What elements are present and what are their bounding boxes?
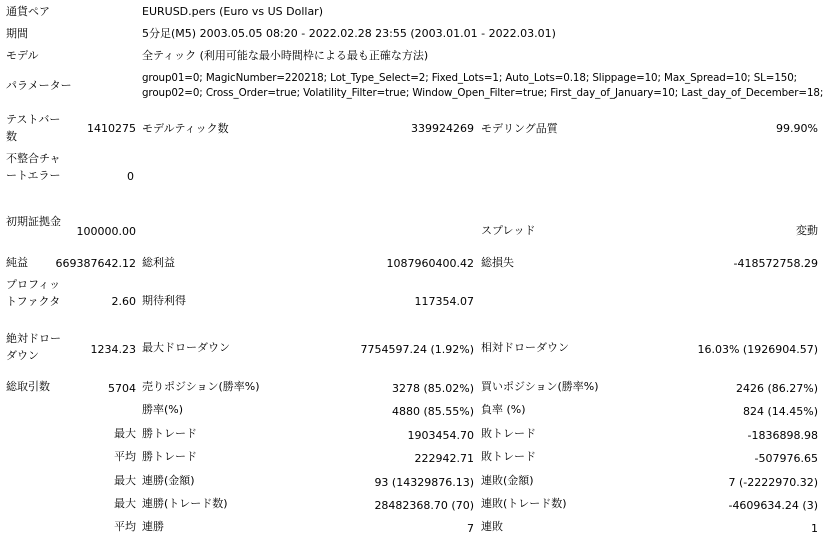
max-consec-wins-count-value: 28482368.70 (70)	[374, 499, 474, 512]
short-positions-value: 3278 (85.02%)	[391, 382, 474, 395]
period-label: 期間	[6, 27, 28, 40]
net-profit-label: 純益	[6, 256, 28, 269]
gross-loss-value: -418572758.29	[733, 257, 818, 270]
symbol-label: 通貨ペア	[6, 5, 50, 18]
max-consec-wins-count-label: 連勝(トレード数)	[142, 497, 228, 510]
profit-trades-value: 4880 (85.55%)	[391, 405, 474, 418]
model-value: 全ティック (利用可能な最小時間枠による最も正確な方法)	[142, 49, 429, 62]
max-consec-wins-money-label: 連勝(金額)	[142, 474, 195, 487]
net-profit-value: 669387642.12	[55, 257, 136, 270]
parameters-line-1: group01=0; MagicNumber=220218; Lot_Type_Select=2; Fixed_Lots=1; Auto_Lots=0.18; Slippage=10; Max_Spread=10; SL=150;	[142, 72, 798, 84]
max-consec-money-prefix: 最大	[114, 474, 136, 487]
avg-consec-wins-label: 連勝	[142, 520, 164, 533]
loss-trades-label: 負率 (%)	[481, 403, 526, 416]
expected-payoff-label: 期待利得	[142, 294, 186, 307]
max-consec-losses-money-value: 7 (-2222970.32)	[728, 476, 818, 489]
expected-payoff-value: 117354.07	[414, 295, 474, 308]
mismatch-value: 0	[127, 170, 134, 183]
total-trades-label: 総取引数	[6, 380, 50, 393]
long-positions-value: 2426 (86.27%)	[735, 382, 818, 395]
period-value: 5分足(M5) 2003.05.05 08:20 - 2022.02.28 23:55 (2003.01.01 - 2022.03.01)	[142, 27, 556, 40]
quality-value: 99.90%	[776, 122, 818, 135]
gross-profit-value: 1087960400.42	[386, 257, 474, 270]
average-prefix: 平均	[114, 450, 136, 463]
short-positions-label: 売りポジション(勝率%)	[142, 380, 260, 393]
profit-factor-value: 2.60	[111, 295, 136, 308]
profit-trades-label: 勝率(%)	[142, 403, 184, 416]
largest-loss-label: 敗トレード	[481, 427, 536, 440]
spread-label: スプレッド	[481, 224, 536, 237]
bars-label: テストバー数	[6, 113, 61, 143]
max-consec-count-prefix: 最大	[114, 497, 136, 510]
max-consec-losses-count-value: -4609634.24 (3)	[728, 499, 818, 512]
max-consec-losses-money-label: 連敗(金額)	[481, 474, 534, 487]
gross-profit-label: 総利益	[142, 256, 175, 269]
average-profit-value: 222942.71	[414, 452, 474, 465]
symbol-value: EURUSD.pers (Euro vs US Dollar)	[142, 5, 324, 18]
mismatch-label: 不整合チャートエラー	[6, 152, 61, 182]
max-consec-losses-count-label: 連敗(トレード数)	[481, 497, 567, 510]
avg-consec-wins-value: 7	[467, 522, 474, 535]
max-consec-wins-money-value: 93 (14329876.13)	[374, 476, 474, 489]
avg-consec-losses-value: 1	[811, 522, 818, 535]
parameters-line-2: group02=0; Cross_Order=true; Volatility_Filter=true; Window_Open_Filter=true; First_day_of_January=10; Last_day_of_December=18;	[142, 87, 824, 99]
largest-loss-value: -1836898.98	[747, 429, 818, 442]
max-drawdown-label: 最大ドローダウン	[142, 341, 230, 354]
abs-drawdown-value: 1234.23	[90, 343, 136, 356]
max-drawdown-value: 7754597.24 (1.92%)	[360, 343, 474, 356]
gross-loss-label: 総損失	[481, 256, 514, 269]
average-profit-label: 勝トレード	[142, 450, 197, 463]
quality-label: モデリング品質	[481, 122, 558, 135]
deposit-value: 100000.00	[76, 225, 136, 238]
parameters-label: パラメーター	[6, 79, 72, 92]
largest-profit-value: 1903454.70	[407, 429, 474, 442]
profit-factor-label: プロフィットファクタ	[6, 278, 61, 308]
deposit-label: 初期証拠金	[6, 215, 61, 228]
loss-trades-value: 824 (14.45%)	[742, 405, 818, 418]
avg-consec-losses-label: 連敗	[481, 520, 503, 533]
ticks-value: 339924269	[411, 122, 474, 135]
spread-value: 変動	[796, 224, 818, 237]
long-positions-label: 買いポジション(勝率%)	[481, 380, 599, 393]
average-loss-value: -507976.65	[754, 452, 818, 465]
ticks-label: モデルティック数	[142, 122, 229, 135]
rel-drawdown-value: 16.03% (1926904.57)	[697, 343, 818, 356]
largest-prefix: 最大	[114, 427, 136, 440]
total-trades-value: 5704	[108, 382, 136, 395]
avg-consec-prefix: 平均	[114, 520, 136, 533]
rel-drawdown-label: 相対ドローダウン	[481, 341, 569, 354]
model-label: モデル	[6, 49, 39, 62]
largest-profit-label: 勝トレード	[142, 427, 197, 440]
abs-drawdown-label: 絶対ドローダウン	[6, 332, 61, 362]
bars-value: 1410275	[87, 122, 136, 135]
average-loss-label: 敗トレード	[481, 450, 536, 463]
